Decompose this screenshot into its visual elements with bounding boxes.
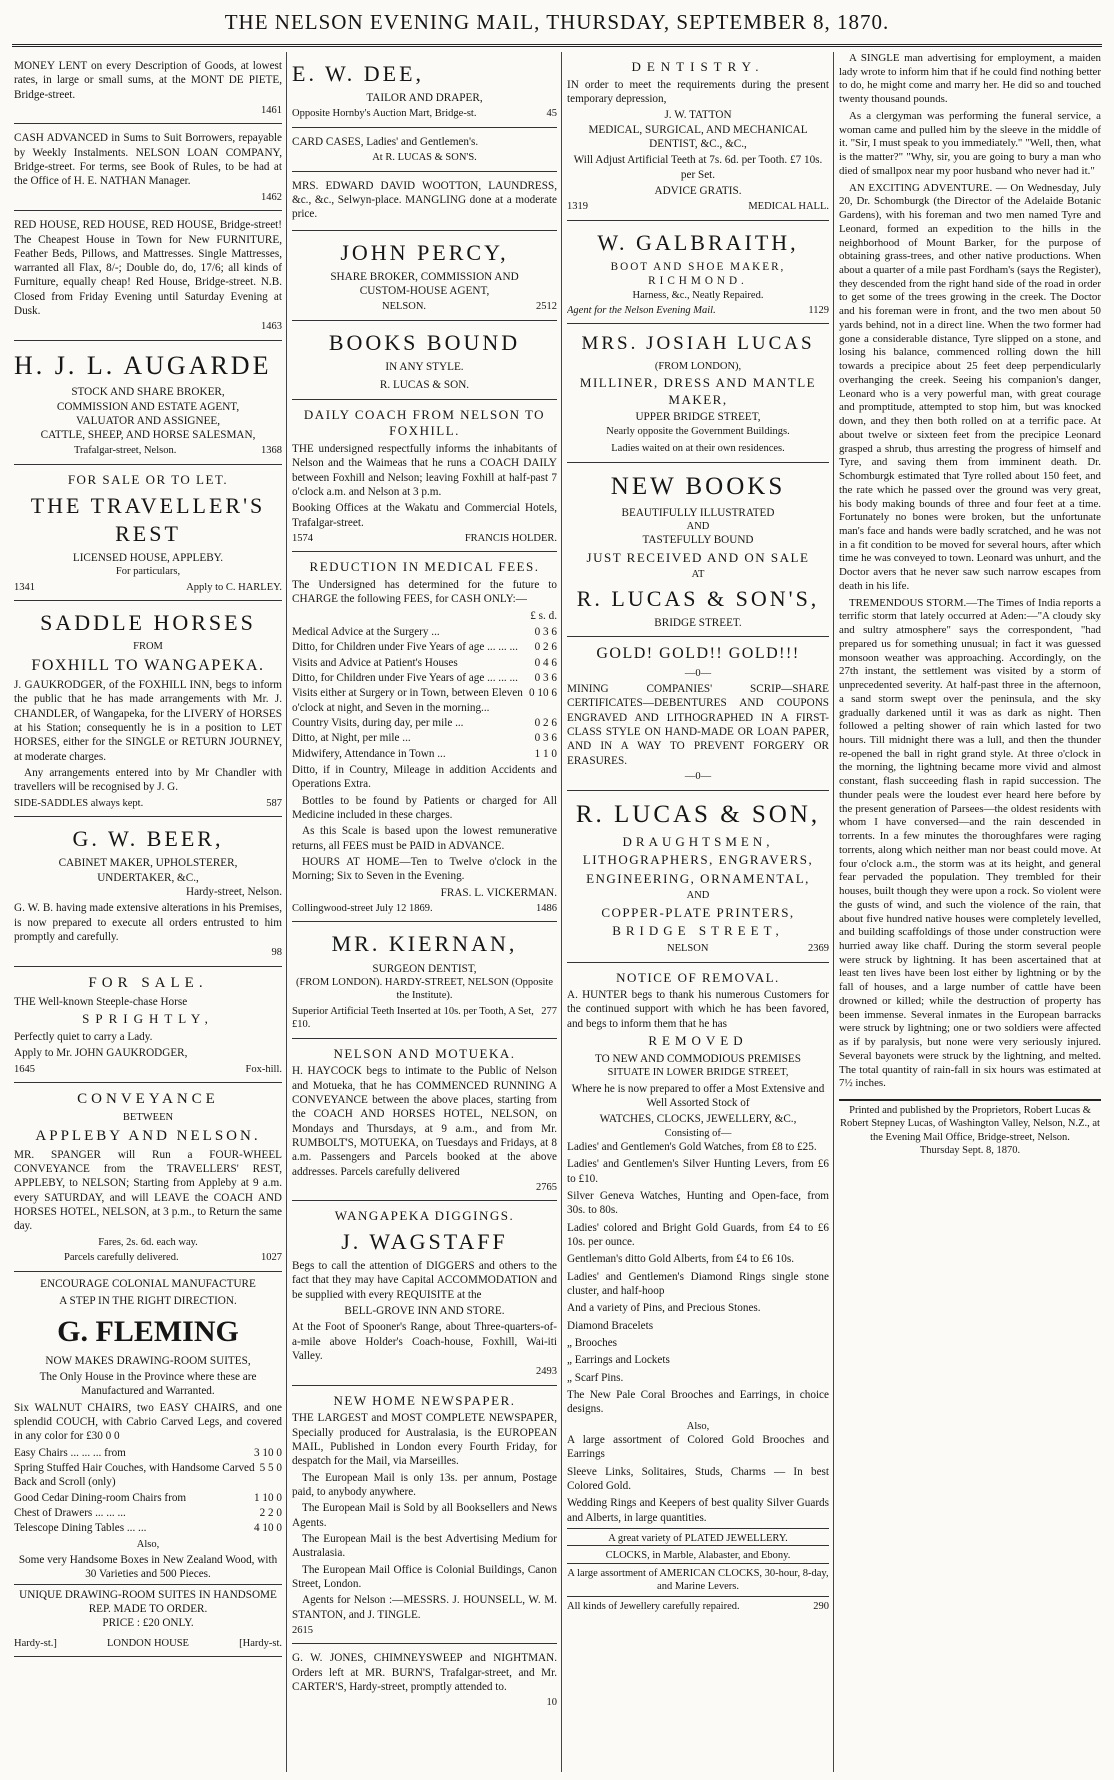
stock-item: Wedding Rings and Keepers of best quality Silver Guards and Alberts, in large quantities. <box>567 1497 829 1524</box>
ad-text: Ladies waited on at their own residences. <box>611 443 785 455</box>
ad-text: Booking Offices at the Wakatu and Commercial Hotels, Trafalgar-street. <box>292 502 557 529</box>
ad-text: The European Mail is only 13s. per annum, Postage paid, to anybody anywhere. <box>292 1471 557 1499</box>
ad-text: MR. SPANGER will Run a FOUR-WHEEL CONVEYANCE from the TRAVELLERS' REST, APPLEBY, to NELSON; Starting from Appleby at 9 a.m. every SATURDAY, and will LEAVE the COACH AND HORSES HOTEL, NELSON, at 3 p.m., to Return the same day. <box>14 1148 282 1233</box>
ad-title: JOHN PERCY, <box>340 239 509 265</box>
ad-line: Hardy-st.] <box>14 1637 57 1649</box>
ad-text: Harness, &c., Neatly Repaired. <box>632 289 764 301</box>
ad-number: 2512 <box>536 301 557 313</box>
ad-text: Perfectly quiet to carry a Lady. <box>14 1030 153 1043</box>
price-item: Good Cedar Dining-room Chairs from 1 10 0 <box>14 1491 282 1504</box>
ad-dee <box>292 52 557 128</box>
ad-money-lent <box>14 52 282 124</box>
ad-medical-fees <box>292 552 557 922</box>
fee-item: Visits and Advice at Patient's Houses 0 4 6 <box>292 656 557 669</box>
fee-columns: £ s. d. <box>530 609 557 622</box>
column-3 <box>567 52 829 1772</box>
ad-title: SADDLE HORSES <box>40 610 256 636</box>
ad-text: THE undersigned respectfully informs the inhabitants of Nelson and the Waimeas that he runs a COACH DAILY between Foxhill and Nelson; leaving Foxhill at half-past 7 o'clock a.m. and Nelson at 3 p.m. <box>292 442 557 498</box>
ad-text: Will Adjust Artificial Teeth at 7s. 6d. per Tooth. £7 10s. per Set. <box>573 154 823 181</box>
ad-line: UNIQUE DRAWING-ROOM SUITES IN HANDSOME REP. MADE TO ORDER. <box>14 1584 282 1617</box>
ad-daily-coach <box>292 400 557 553</box>
ad-heading: DENTISTRY. <box>631 59 765 74</box>
price-item: Telescope Dining Tables ... ... 4 10 0 <box>14 1522 282 1535</box>
ad-line: SHARE BROKER, COMMISSION AND <box>330 270 519 283</box>
ad-line: Consisting of— <box>664 1127 732 1139</box>
ad-heading: NEW HOME NEWSPAPER. <box>333 1392 516 1408</box>
column-2 <box>292 52 557 1772</box>
stock-item: A large assortment of Colored Gold Brooches and Earrings <box>567 1433 829 1461</box>
ad-line: CABINET MAKER, UPHOLSTERER, <box>58 857 238 870</box>
ad-contact: Apply to C. HARLEY. <box>186 581 282 593</box>
ad-heading: NELSON AND MOTUEKA. <box>333 1045 516 1061</box>
ad-number: 587 <box>266 797 282 809</box>
ad-fleming <box>14 1272 282 1658</box>
ad-route: APPLEBY AND NELSON. <box>35 1127 261 1144</box>
ad-kiernan <box>292 922 557 1038</box>
ad-line: R. LUCAS & SON. <box>379 379 470 392</box>
ad-line: Parcels carefully delivered. <box>64 1252 179 1264</box>
imprint-text: Printed and published by the Proprietors, Robert Lucas & Robert Stepney Lucas, of Washington Valley, Nelson, N.Z., at the Evening Mail Office, Bridge-street, Nelson. <box>840 1105 1100 1143</box>
ad-line: UNDERTAKER, &C., <box>97 871 199 884</box>
ad-line: TO NEW AND COMMODIOUS PREMISES <box>595 1052 801 1065</box>
ad-line: CUSTOM-HOUSE AGENT, <box>359 285 490 298</box>
ad-text: The Undersigned has determined for the future to CHARGE the following FEES, for CASH ONLY:— <box>292 579 557 606</box>
ad-address: Hardy-street, Nelson. <box>186 886 282 898</box>
ad-text: HOURS AT HOME—Ten to Twelve o'clock in the Morning; Six to Seven in the Evening. <box>292 855 557 883</box>
ad-number: 1463 <box>261 321 282 333</box>
ad-line: LICENSED HOUSE, APPLEBY. <box>72 551 224 564</box>
ad-line: TAILOR AND DRAPER, <box>366 92 483 105</box>
fee-item: Midwifery, Attendance in Town ... 1 1 0 <box>292 747 557 760</box>
ad-number: 2369 <box>808 943 829 955</box>
ad-text: CARD CASES, Ladies' and Gentlemen's. <box>292 135 479 148</box>
ad-galbraith <box>567 221 829 325</box>
ad-number: 2493 <box>536 1366 557 1378</box>
ad-line: (FROM LONDON), <box>654 360 742 372</box>
ad-place: NELSON <box>667 943 709 955</box>
ad-address: UPPER BRIDGE STREET, <box>635 411 761 424</box>
ad-text: RED HOUSE, RED HOUSE, RED HOUSE, Bridge-street! The Cheapest House in Town for New FURNITURE, Feather Beds, Pillows, and Mattresses. Single Mattresses, warranted all Flax, 8/-; Double do, do, 17/6; all kinds of Furniture, equally cheap! Red House, Bridge-street. N.B. Closed from Friday Evening until Saturday Evening at Dusk. <box>14 219 282 318</box>
stock-item: Ladies' and Gentlemen's Silver Hunting Levers, from £6 to £10. <box>567 1158 829 1185</box>
ad-line: ADVICE GRATIS. <box>654 184 742 197</box>
ad-line: Fares, 2s. 6d. each way. <box>98 1236 198 1248</box>
ad-text: J. GAUKRODGER, of the FOXHILL INN, begs to inform the public that he has made arrangements with Mr. J. CHANDLER, of Wangapeka, for the LIVERY of HORSES at his Station; consequently he is in a position to LET HORSES, either for the SINGLE or RETURN JOURNEY, at moderate charges. <box>14 679 282 763</box>
stock-item: Sleeve Links, Solitaires, Studs, Charms — In best Colored Gold. <box>567 1465 829 1492</box>
stock-item: Ladies' colored and Bright Gold Guards, from £4 to £6 10s. per ounce. <box>567 1221 829 1248</box>
ad-line: SURGEON DENTIST, <box>372 962 477 975</box>
fee-item: Ditto, for Children under Five Years of age ... ... ... 0 2 6 <box>292 641 557 654</box>
ad-line: BRIDGE STREET, <box>612 923 784 939</box>
ad-title: J. W. TATTON <box>664 109 732 122</box>
ad-title: BOOKS BOUND <box>328 329 521 355</box>
ad-line: VALUATOR AND ASSIGNEE, <box>75 414 221 427</box>
ad-line: WATCHES, CLOCKS, JEWELLERY, &C., <box>599 1113 797 1126</box>
ad-text: G. W. JONES, CHIMNEYSWEEP and NIGHTMAN. Orders left at MR. BURN'S, Trafalgar-street, and Mr. CARTER'S, Hardy-street, promptly attended to. <box>292 1652 557 1694</box>
ad-title: W. GALBRAITH, <box>597 229 799 255</box>
ad-line: JUST RECEIVED AND ON SALE <box>586 549 810 565</box>
ad-line: Also, <box>686 1420 710 1432</box>
ad-line: COPPER-PLATE PRINTERS, <box>601 904 795 920</box>
ad-jones <box>292 1644 557 1715</box>
ad-new-books <box>567 463 829 638</box>
ad-line: BETWEEN <box>122 1112 174 1124</box>
separator: —0— <box>684 771 712 783</box>
imprint-date: Thursday Sept. 8, 1870. <box>919 1144 1021 1156</box>
ad-line: All kinds of Jewellery carefully repaired. <box>567 1600 740 1612</box>
ad-title: THE TRAVELLER'S REST <box>30 492 266 546</box>
ad-firm: R. LUCAS & SON'S, <box>576 585 820 611</box>
ad-text: The European Mail Office is Colonial Buildings, Canon Street, London. <box>292 1563 557 1591</box>
ad-gold <box>567 637 829 790</box>
ad-date: Collingwood-street July 12 1869. <box>292 902 433 914</box>
ad-motueka <box>292 1039 557 1202</box>
ad-number: 2765 <box>536 1181 557 1193</box>
ad-text: IN order to meet the requirements during the present temporary depression, <box>567 78 829 105</box>
ad-line: FROM <box>133 641 163 653</box>
fee-list <box>292 625 557 761</box>
ad-number: 2615 <box>292 1625 313 1636</box>
price-list <box>14 1446 282 1536</box>
ad-dentistry <box>567 52 829 221</box>
ad-number: 290 <box>813 1600 829 1612</box>
column-rule <box>286 52 287 1772</box>
ad-line: LITHOGRAPHERS, ENGRAVERS, <box>582 852 814 868</box>
column-rule <box>833 52 834 1772</box>
ad-number: 1645 <box>14 1063 35 1075</box>
ad-text: Begs to call the attention of DIGGERS and others to the fact that they may have Capital ACCOMMODATION and be supplied with every REQUISITE at the <box>292 1260 557 1301</box>
ad-line: AND <box>686 890 710 902</box>
ad-number: 45 <box>546 108 557 120</box>
ad-text: MINING COMPANIES' SCRIP—SHARE CERTIFICATES—DEBENTURES AND COUPONS ENGRAVED AND LITHOGRAPHED IN A FIRST-CLASS STYLE ON HAND-MADE OR LOAN PAPER, AND IN A WAY TO PREVENT FORGERY OR ERASURES. <box>567 683 829 767</box>
ad-heading: NOTICE OF REMOVAL. <box>616 969 780 985</box>
ad-text: Some very Handsome Boxes in New Zealand Wood, with 30 Varieties and 500 Pieces. <box>18 1554 278 1581</box>
ad-text: Where he is now prepared to offer a Most Extensive and Well Assorted Stock of <box>571 1082 825 1109</box>
ad-line: At R. LUCAS & SON'S. <box>372 152 477 164</box>
ad-line: For particulars, <box>115 566 181 578</box>
ad-line: SITUATE IN LOWER BRIDGE STREET, <box>607 1067 789 1079</box>
ad-heading: REDUCTION IN MEDICAL FEES. <box>309 559 540 575</box>
ad-wootton <box>292 172 557 231</box>
ad-heading: CONVEYANCE <box>77 1090 219 1107</box>
ad-number: 1574 <box>292 532 313 544</box>
ad-percy <box>292 231 557 321</box>
ad-text: The European Mail is the best Advertising Medium for Australasia. <box>292 1533 557 1560</box>
ad-text: H. HAYCOCK begs to intimate to the Public of Nelson and Motueka, that he has COMMENCED RUNNING A CONVEYANCE between the above places, starting from the COACH AND HORSES HOTEL, NELSON, on Mondays and Thursdays, at 9 a.m., and from Mr. RUMBOLT'S, MOTUEKA, on Tuesdays and Fridays, at 8 a.m. Passengers and Parcels booked at the above addresses. Parcels carefully delivered <box>292 1065 557 1178</box>
separator: —0— <box>684 667 712 679</box>
fee-item: Medical Advice at the Surgery ... 0 3 6 <box>292 626 557 638</box>
ad-title: R. LUCAS & SON, <box>575 800 821 828</box>
price-item: Easy Chairs ... ... ... from 3 10 0 <box>14 1446 282 1459</box>
ad-number: 1319 <box>567 201 588 213</box>
ad-number: 1027 <box>261 1252 282 1264</box>
ad-price: PRICE : £20 ONLY. <box>102 1617 194 1630</box>
ad-text: Six WALNUT CHAIRS, two EASY CHAIRS, and one splendid COUCH, with Cabrio Carved Legs, and covered in any color for £30 0 0 <box>14 1401 282 1443</box>
ad-contact: Apply to Mr. JOHN GAUKRODGER, <box>14 1047 188 1060</box>
ad-r-lucas-son <box>567 791 829 963</box>
ad-text: Any arrangements entered into by Mr Chandler with travellers will be recognised by J. G. <box>14 767 282 794</box>
ad-line: DENTIST, &C., &C., <box>649 137 747 150</box>
ad-heading: WANGAPEKA DIGGINGS. <box>334 1208 515 1224</box>
column-rule <box>561 52 562 1772</box>
ad-signature: FRAS. L. VICKERMAN. <box>440 886 557 899</box>
ad-text: Superior Artificial Teeth Inserted at 10s. per Tooth, A Set, £10. <box>292 1005 534 1031</box>
ad-line: A great variety of PLATED JEWELLERY. <box>567 1528 829 1545</box>
ad-line: STOCK AND SHARE BROKER, <box>71 386 225 399</box>
fee-item: Country Visits, during day, per mile ... 0 2 6 <box>292 716 557 729</box>
ad-line: AND <box>686 520 710 532</box>
ad-title: NEW BOOKS <box>610 472 786 500</box>
ad-line: A large assortment of AMERICAN CLOCKS, 30-hour, 8-day, and Marine Levers. <box>567 1563 829 1594</box>
price-item: Spring Stuffed Hair Couches, with Handsome Carved Back and Scroll (only) 5 5 0 <box>14 1461 282 1489</box>
ad-line: BELL-GROVE INN AND STORE. <box>344 1305 505 1318</box>
ad-place: Fox-hill. <box>245 1063 282 1075</box>
ad-number: 1129 <box>808 304 829 316</box>
ad-line: TASTEFULLY BOUND <box>642 534 754 547</box>
ad-text: THE LARGEST and MOST COMPLETE NEWSPAPER, Specially produced for Australasia, is the EUROPEAN MAIL, Published in London every Fourth Friday, for despatch for the Mail, via Marseilles. <box>292 1412 557 1468</box>
ad-number: 1461 <box>261 104 282 116</box>
ad-title: H. J. L. AUGARDE <box>14 350 272 380</box>
ad-title: G. W. BEER, <box>72 826 224 852</box>
ad-beer <box>14 817 282 967</box>
ad-lugarde <box>14 341 282 465</box>
ad-title: G. FLEMING <box>57 1315 239 1349</box>
imprint <box>839 1099 1101 1157</box>
ad-notice-of-removal <box>567 963 829 1620</box>
ad-number: 98 <box>271 947 282 959</box>
stock-item: „ Earrings and Lockets <box>567 1354 670 1367</box>
ad-title: SPRIGHTLY, <box>82 1011 214 1027</box>
stock-item: Ladies' and Gentlemen's Gold Watches, from £8 to £25. <box>567 1140 817 1153</box>
ad-conveyance <box>14 1083 282 1272</box>
ad-text: Agents for Nelson :—MESSRS. J. HOUNSELL, W. M. STANTON, and J. TINGLE. <box>292 1594 557 1621</box>
ad-line: IN ANY STYLE. <box>385 361 464 374</box>
article-paragraph: A SINGLE man advertising for employment, a maiden lady wrote to inform him that if he could find nothing better to do, he might come and marry her. He did so and touched twenty thousand pounds. <box>839 52 1101 106</box>
ad-address: Opposite Hornby's Auction Mart, Bridge-st. <box>292 108 477 120</box>
price-item: Chest of Drawers ... ... ... 2 2 0 <box>14 1506 282 1519</box>
ad-address: (FROM LONDON). HARDY-STREET, NELSON (Opposite the Institute). <box>295 976 554 1002</box>
article-paragraph: As a clergyman was performing the funeral service, a woman came and pulled him by the sleeve in the middle of it. "Sir, I must speak to you immediately." "Well, then, what is the matter?" "Why, sir, you are going to bury a man who died of smallpox near my poor husband who never had it." <box>839 109 1101 177</box>
ad-title: E. W. DEE, <box>292 61 425 86</box>
column-1 <box>14 52 282 1772</box>
fee-item: Ditto, for Children under Five Years of age ... ... ... 0 3 6 <box>292 671 557 684</box>
ad-line: MILLINER, DRESS AND MANTLE MAKER, <box>579 375 817 407</box>
ad-signature: FRANCIS HOLDER. <box>464 532 557 544</box>
ad-red-house <box>14 211 282 341</box>
ad-place: MEDICAL HALL. <box>748 201 829 213</box>
ad-line: COMMISSION AND ESTATE AGENT, <box>56 400 240 413</box>
ad-number: 1368 <box>261 445 282 457</box>
ad-text: The Only House in the Province where these are Manufactured and Warranted. <box>39 1371 257 1398</box>
ad-books-bound <box>292 321 557 400</box>
ad-for-sale-traveller <box>14 465 282 601</box>
ad-number: 1462 <box>261 191 282 203</box>
ad-line: NOW MAKES DRAWING-ROOM SUITES, <box>45 1354 251 1367</box>
ad-heading: FOR SALE OR TO LET. <box>67 471 229 487</box>
ad-text: MRS. EDWARD DAVID WOOTTON, LAUNDRESS, &c., &c., Selwyn-place. MANGLING done at a moderate price. <box>292 179 557 221</box>
ad-newspaper <box>292 1386 557 1645</box>
stock-item: Diamond Bracelets <box>567 1319 654 1332</box>
ad-line: BEAUTIFULLY ILLUSTRATED <box>621 506 775 519</box>
ad-line: SIDE-SADDLES always kept. <box>14 797 144 809</box>
masthead-rule <box>12 44 1102 47</box>
column-4 <box>839 52 1101 1772</box>
ad-wangapeka <box>292 1201 557 1386</box>
ad-line: REMOVED <box>648 1033 748 1049</box>
ad-for-sale-horse <box>14 967 282 1083</box>
ad-address: Trafalgar-street, Nelson. <box>74 445 177 457</box>
ad-title: MR. KIERNAN, <box>331 931 518 957</box>
ad-text: THE Well-known Steeple-chase Horse <box>14 995 188 1008</box>
ad-subheading: A STEP IN THE RIGHT DIRECTION. <box>59 1294 237 1307</box>
masthead: THE NELSON EVENING MAIL, THURSDAY, SEPTEMBER 8, 1870. <box>224 10 890 34</box>
stock-item: Gentleman's ditto Gold Alberts, from £4 to £6 10s. <box>567 1253 794 1266</box>
ad-line: CLOCKS, in Marble, Alabaster, and Ebony. <box>567 1545 829 1562</box>
ad-card-cases <box>292 128 557 172</box>
ad-address: BRIDGE STREET. <box>654 616 742 629</box>
ad-place: NELSON. <box>382 301 427 313</box>
ad-line: Also, <box>136 1538 160 1550</box>
ad-mrs-lucas <box>567 324 829 462</box>
ad-line: LONDON HOUSE <box>107 1637 189 1649</box>
ad-text: Bottles to be found by Patients or charged for All Medicine included in these charges. <box>292 794 557 821</box>
ad-number: 10 <box>546 1697 557 1709</box>
ad-text: Ditto, if in Country, Mileage in addition Accidents and Operations Extra. <box>292 763 557 791</box>
ad-text: At the Foot of Spooner's Range, about Three-quarters-of-a-mile above Holder's Coach-house, Foxhill, Wai-iti Valley. <box>292 1321 557 1363</box>
ad-text: CASH ADVANCED in Sums to Suit Borrowers, repayable by Weekly Instalments. NELSON LOAN COMPANY, Bridge-street. For terms, see Book of Rules, to be had at the Office of H. E. NATHAN Manager. <box>14 132 282 188</box>
stock-item: The New Pale Coral Brooches and Earrings, in choice designs. <box>567 1388 829 1416</box>
ad-text: A. HUNTER begs to thank his numerous Customers for the continued support with which he has been favored, and begs to inform them that he has <box>567 989 829 1030</box>
ad-line: [Hardy-st. <box>239 1637 282 1649</box>
ad-place: RICHMOND. <box>648 275 748 288</box>
ad-text: MONEY LENT on every Description of Goods, at lowest rates, in large or small sums, at the MONT DE PIETE, Bridge-street. <box>14 60 282 101</box>
ad-title: MRS. JOSIAH LUCAS <box>581 333 815 355</box>
ad-text: Agent for the Nelson Evening Mail. <box>567 304 716 316</box>
fee-item: Visits either at Surgery or in Town, between Eleven o'clock at night, and Seven in the morning... 0 10 6 <box>292 687 557 714</box>
stock-item: „ Brooches <box>567 1336 618 1349</box>
article-paragraph: AN EXCITING ADVENTURE. — On Wednesday, July 20, Dr. Schomburgk (the Director of the Adelaide Botanic Gardens), with his foreman and two men named Tyre and Leonard, formed an expedition to the hills in the neighborhood of Mount Barker, for the purpose of obtaining grass-trees, and other native productions. When about a quarter of a mile past Fordham's (says the Register), they descended from the right hand side of the road in order to get some of the trees growing in the creek. The Doctor and his foreman were in front, and the two men about 50 yards behind, not in a direct line. When the two former had gone a considerable distance, Tyre slipped on a stone, and losing his balance, commenced rolling down the hill towards a precipice about 25 feet deep perpendicularly overhanging the creek. Seeing his companion's danger, Leonard who is a very powerful man, with great courage and promptitude, attempted to stop him, but was knocked down, and they then both rolled on at a terrific pace. At about twelve or sixteen feet from the precipice Leonard grasped a shrub, thus arresting the progress of himself and Tyre, and saving them from imminent death. Dr. Schomburgk estimated that Tyre rolled about 150 feet, and the rate which he passed over the ground was very great, his body making bounds of three and four feet at a time. Fortunately no bones were broken, but the unfortunate man's face and hands were badly scratched, and he was not in a fit condition to be moved for several hours, after which time he was conveyed to town. Leonard was unhurt, and the Doctor avers that he never saw such narrow escapes from death in his life. <box>839 181 1101 592</box>
stock-item: Ladies' and Gentlemen's Diamond Rings single stone cluster, and half-hoop <box>567 1270 829 1297</box>
stock-item: Silver Geneva Watches, Hunting and Open-face, from 30s. to 80s. <box>567 1189 829 1217</box>
article-paragraph: TREMENDOUS STORM.—The Times of India reports a terrific storm that lately occurred at Aden:—"A cloudy sky and sultry atmosphere" says the correspondent, "had prepared us for something unusual; in fact it was guessed monsoon weather was approaching. Accordingly, on the 27th instant, the settlement was visited by a storm of unprecedented severity. At half-past three in the afternoon, a sand storm swept over the peninsula, and the sky gradually darkened until it was as dark as night. Then followed a pelting shower of rain which lasted for two hours. Till midnight there was a lull, and then the thunder re-opened the ball in right grand style. At three o'clock in the morning, the lightning became more vivid and almost constant, flash succeeding flash in rapid succession. The thunder peals were the loudest ever heard here before by the present generation of Parsees—the oldest residents with whom I have conversed—and the rain descended in torrents. In a few minutes the thoroughfares were raging torrents, along which neither man nor beast could move. At four o'clock a.m., the storm was at its height, and general fear pervaded the population. They trembled for their houses, built though they were upon a rock. So violent were the gusts of wind, and such the violence of the rain, that about five hundred native houses were completely levelled, and building scaffoldings of those under construction were hurried away like chaff. During the storm several people were struck by lightning. It has been ascertained that at least ten lives have been lost either by lightning or by the fall of houses, and a large number of cattle have been drowned or killed; while the destruction of property has been immense. Several inmates in the European barracks were struck by lightning; one or two soldiers were affected as if by paralysis, but none were very seriously injured. Several bayonets were struck by the lightning, and melted. The total quantity of rain-fall in six hours was estimated at 7½ inches. <box>839 596 1101 1090</box>
ad-address: Nearly opposite the Government Buildings. <box>606 425 790 437</box>
ad-line: ENGINEERING, ORNAMENTAL, <box>586 870 810 886</box>
ad-number: 1486 <box>536 902 557 914</box>
stock-item: And a variety of Pins, and Precious Stones. <box>567 1302 761 1315</box>
ad-heading: FOR SALE. <box>88 974 208 991</box>
ad-number: 1341 <box>14 581 35 593</box>
ad-heading: GOLD! GOLD!! GOLD!!! <box>596 645 800 663</box>
ad-title: J. WAGSTAFF <box>341 1228 508 1254</box>
ad-text: The European Mail is Sold by all Booksellers and News Agents. <box>292 1502 557 1529</box>
ad-line: BOOT AND SHOE MAKER, <box>610 260 786 273</box>
ad-line: DRAUGHTSMEN, <box>622 833 774 849</box>
ad-text: As this Scale is based upon the lowest remunerative returns, all FEES must be PAID in ADVANCE. <box>292 825 557 852</box>
ad-heading: ENCOURAGE COLONIAL MANUFACTURE <box>40 1277 256 1290</box>
ad-text: G. W. B. having made extensive alterations in his Premises, is now prepared to execute all orders entrusted to him promptly and carefully. <box>14 902 282 943</box>
ad-route: FOXHILL TO WANGAPEKA. <box>31 656 265 674</box>
ad-line: MEDICAL, SURGICAL, AND MECHANICAL <box>588 123 808 136</box>
ad-number: 277 <box>541 1005 557 1017</box>
fee-item: Ditto, at Night, per mile ... 0 3 6 <box>292 732 557 745</box>
ad-heading: DAILY COACH FROM NELSON TO FOXHILL. <box>303 406 546 439</box>
stock-item: „ Scarf Pins. <box>567 1371 624 1384</box>
ad-line: CATTLE, SHEEP, AND HORSE SALESMAN, <box>40 429 256 442</box>
ad-line: AT <box>691 569 705 581</box>
ad-cash-advanced <box>14 124 282 211</box>
ad-saddle-horses <box>14 601 282 817</box>
